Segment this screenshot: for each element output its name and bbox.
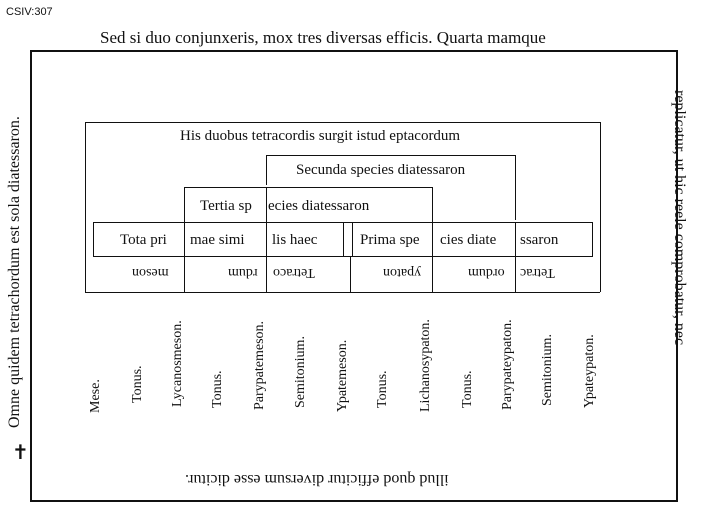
column-label-tonus-3: Tonus.: [375, 370, 390, 408]
row-cell-4: Prima spe: [360, 232, 420, 248]
secunda-top: [266, 155, 516, 156]
flipped-text-3: Tetraco: [273, 265, 315, 280]
column-label-tonus-4: Tonus.: [460, 370, 475, 408]
row-div-2: [266, 222, 267, 292]
row-cell-2: mae simi: [190, 232, 245, 248]
column-label-parypateypaton: Parypateypaton.: [500, 319, 515, 410]
column-label-semitonium-1: Semitonium.: [293, 336, 308, 408]
flipped-cell-5: [468, 263, 505, 280]
secunda-left: [266, 155, 267, 185]
row-div-1: [184, 222, 185, 292]
reference-code: CSIV:307: [6, 6, 53, 18]
row-right: [592, 222, 593, 257]
tertia-top: [184, 187, 432, 188]
frame-bottom-line: [30, 500, 678, 502]
diagram-title: His duobus tetracordis surgit istud eptacordum: [180, 128, 461, 144]
row-div-3c: [352, 222, 353, 257]
flipped-cell-3: [273, 263, 315, 280]
column-label-tonus-2: Tonus.: [210, 370, 225, 408]
diagram-left-border: [85, 122, 86, 292]
column-label-lichanosypaton: Lichanosypaton.: [418, 319, 433, 412]
right-text: replicatur, ut hic reele comprobatur, nec: [671, 90, 688, 346]
flipped-text-1: meson: [132, 265, 169, 280]
bottom-text: illud quod efficitur diversum esse dicitur.: [185, 471, 449, 488]
column-label-tonus-1: Tonus.: [130, 365, 145, 403]
tertia-left: [184, 187, 185, 222]
row-div-3b: [350, 256, 351, 292]
row-cell-6: ssaron: [520, 232, 559, 248]
flipped-text-4: ypaton: [383, 265, 422, 280]
diagram-right-border: [600, 122, 601, 292]
flipped-text-6: Tetrac: [520, 265, 555, 280]
column-label-ypatemeson: Ypatemeson.: [335, 339, 350, 412]
tertia-species-right: ecies diatessaron: [268, 198, 370, 214]
left-text: Omne quidem tetrachordum est sola diatessaron.: [6, 116, 23, 428]
secunda-species-label: Secunda species diatessaron: [296, 162, 466, 178]
row-div-3: [343, 222, 344, 257]
row-left: [93, 222, 94, 257]
flipped-cell-6: [520, 263, 555, 280]
frame-top-line: [30, 50, 678, 52]
flipped-text-5: ordum: [468, 265, 505, 280]
row-cell-5: cies diate: [440, 232, 497, 248]
flipped-cell-1: [132, 263, 169, 280]
tertia-right: [432, 187, 433, 222]
row-cell-3: lis haec: [272, 232, 318, 248]
tertia-species-left: Tertia sp: [200, 198, 252, 214]
secunda-right: [515, 155, 516, 220]
row-div-4: [432, 222, 433, 292]
flipped-cell-2: [228, 263, 258, 280]
column-label-parypatemeson: Parypatemeson.: [252, 320, 267, 410]
diagram-top-border: [85, 122, 600, 123]
row-div-5: [515, 222, 516, 292]
row-cell-1: Tota pri: [120, 232, 167, 248]
flipped-text-2: rdum: [228, 265, 258, 280]
frame-left-line: [30, 50, 32, 502]
column-label-lycanosmeson: Lycanosmeson.: [170, 320, 185, 407]
column-label-semitonium-2: Semitonium.: [540, 334, 555, 406]
diagram-bottom-border: [85, 292, 600, 293]
column-label-mese: Mese.: [88, 379, 103, 413]
flipped-cell-4: [383, 263, 421, 280]
top-text: Sed si duo conjunxeris, mox tres diversas efficis. Quarta mamque: [100, 28, 546, 47]
tertia-mid: [266, 187, 267, 222]
column-label-ypateypaton: Ypateypaton.: [582, 334, 597, 408]
cross-symbol: ✝: [12, 442, 29, 464]
